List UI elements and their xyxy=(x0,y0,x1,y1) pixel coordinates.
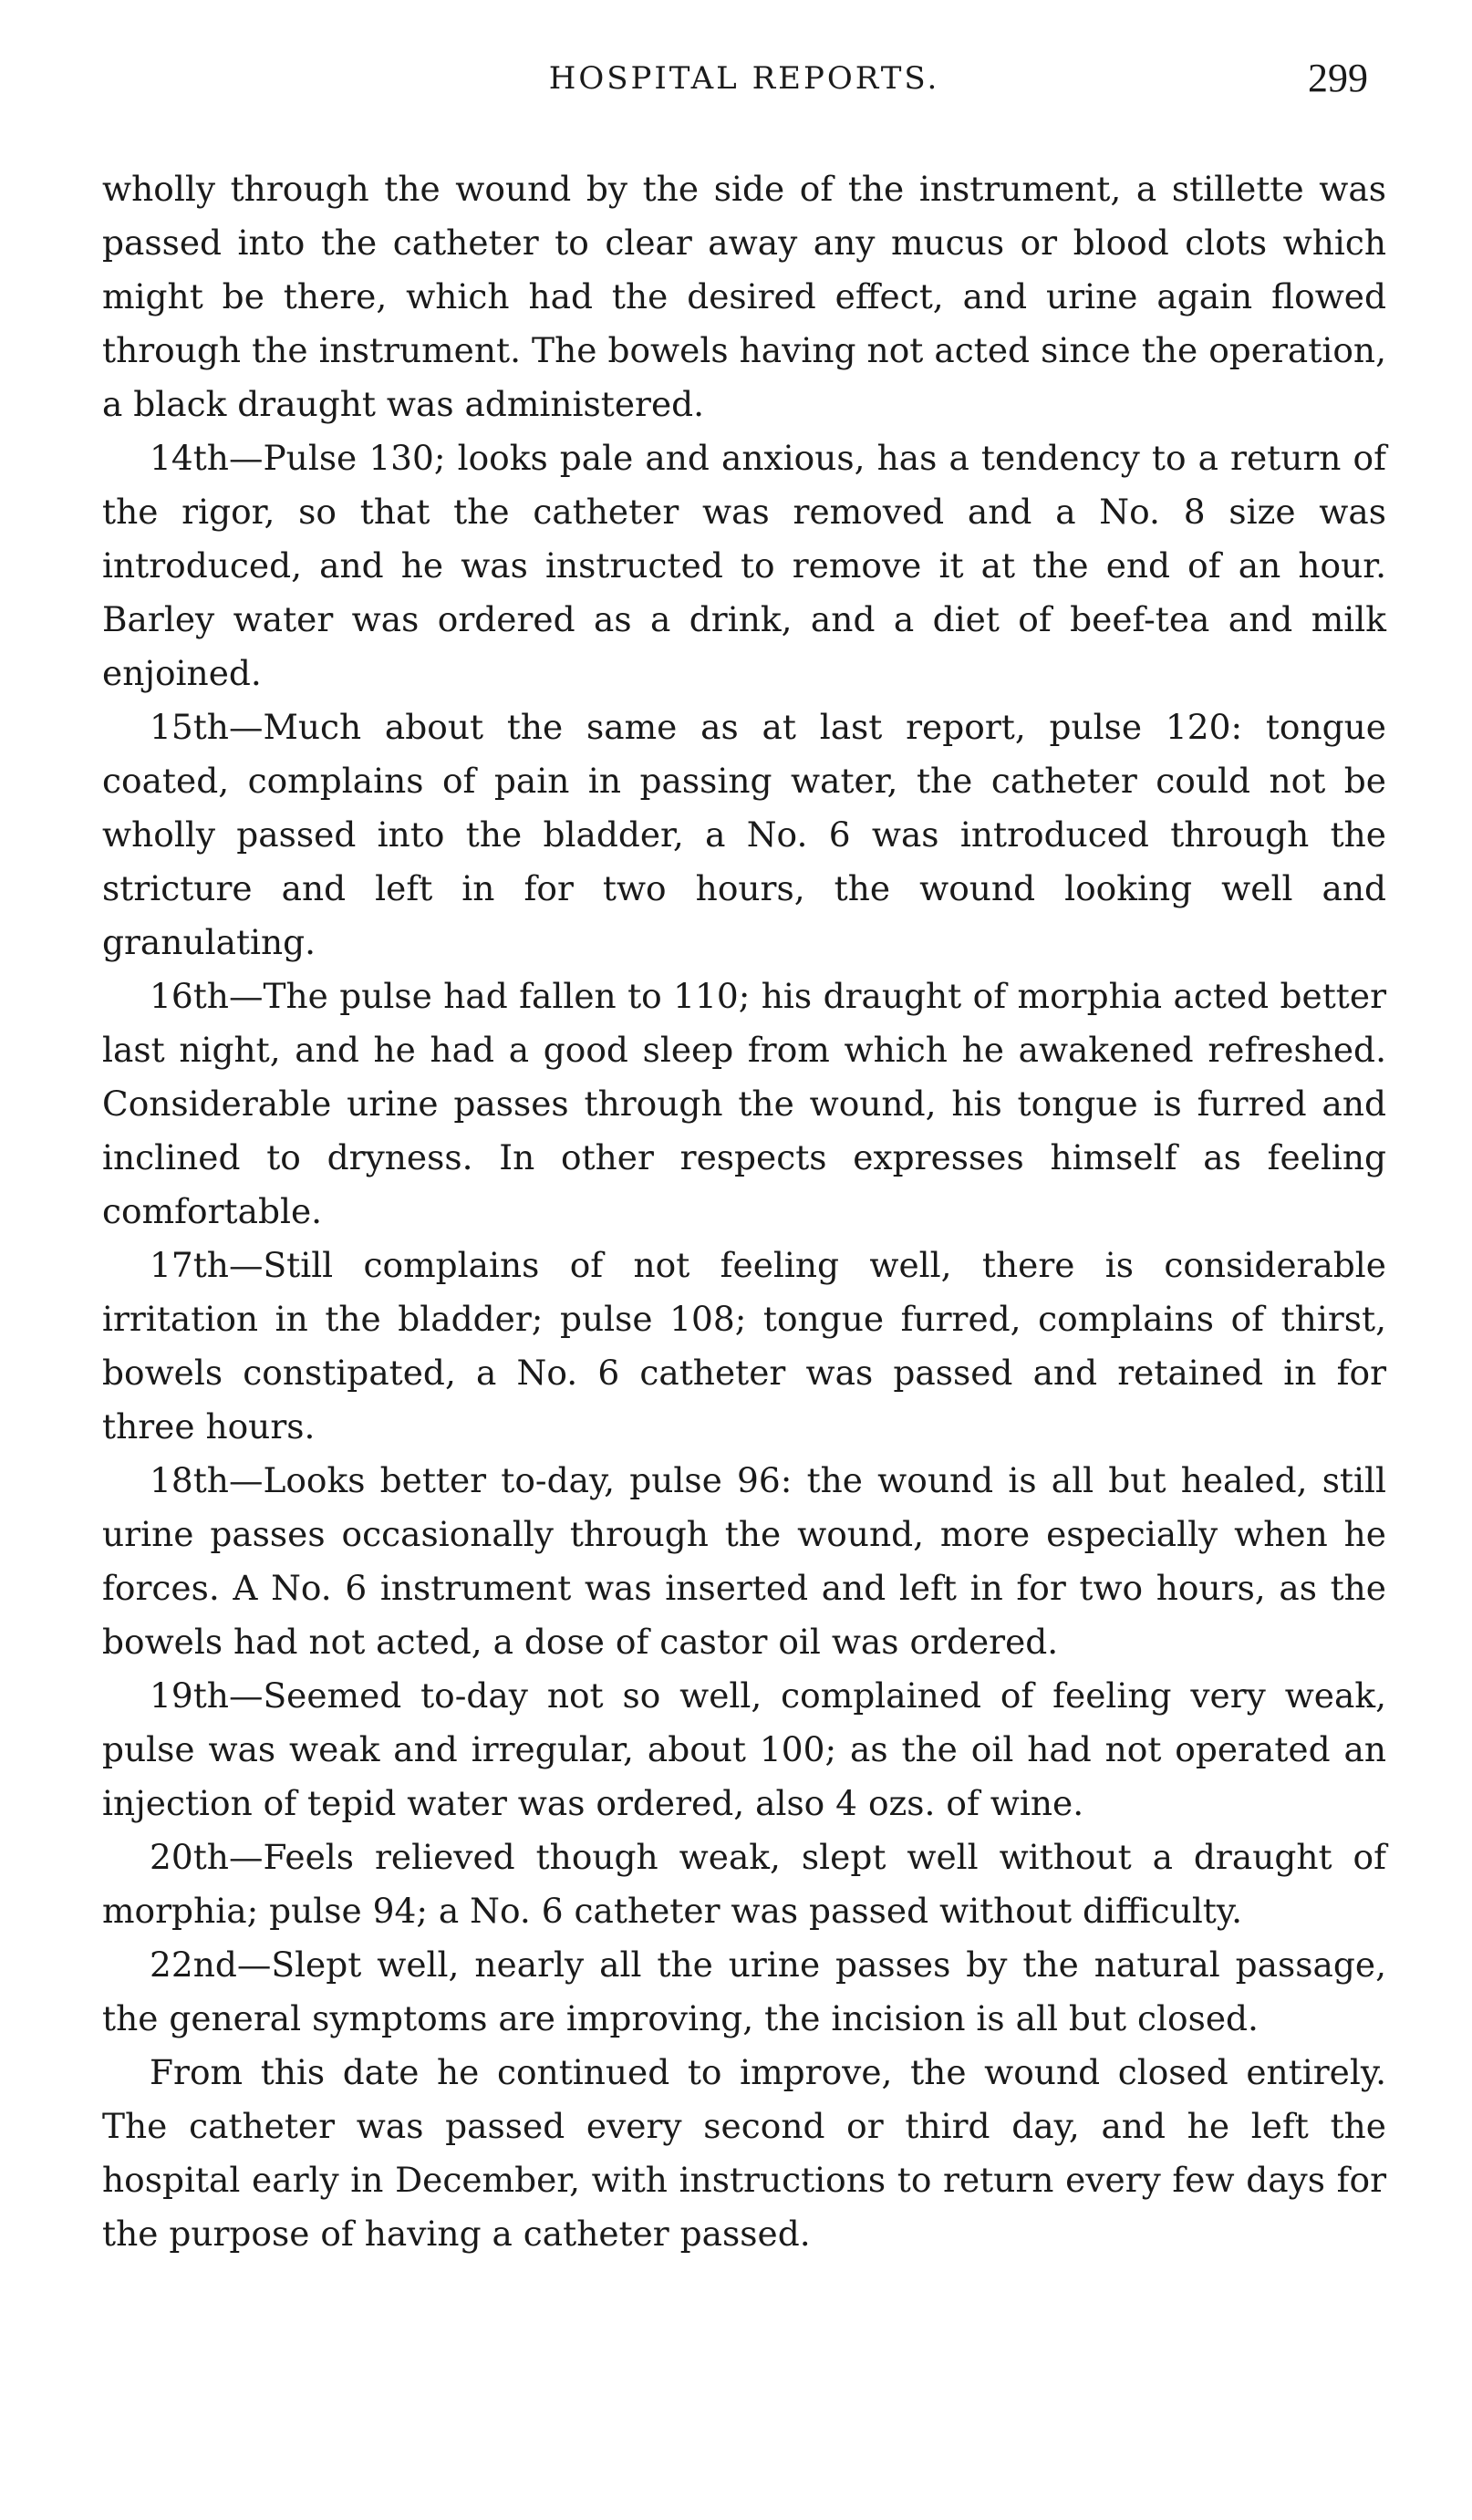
paragraph-15th: 15th—Much about the same as at last report, pulse 120: tongue coated, complains of pain in passing water, the catheter could not be wholly passed into the bladder, a No. 6 was introduced through the stricture and left in for two hours, the wound looking well and granulating. xyxy=(102,707,1386,962)
paragraph-continuation: wholly through the wound by the side of the instrument, a stillette was passed into the catheter to clear away any mucus or blood clots which might be there, which had the desired effect, and urine again flowed through the instrument. The bowels having not acted since the operation, a black draught was administered. xyxy=(102,169,1386,424)
page-header xyxy=(102,53,1386,117)
paragraph-20th: 20th—Feels relieved though weak, slept well without a draught of morphia; pulse 94; a No. 6 catheter was passed without difficulty. xyxy=(102,1837,1386,1931)
paragraph-18th: 18th—Looks better to-day, pulse 96: the wound is all but healed, still urine passes occasionally through the wound, more especially when he forces. A No. 6 instrument was inserted and left in for two hours, as the bowels had not acted, a dose of castor oil was ordered. xyxy=(102,1460,1386,1662)
paragraph-19th: 19th—Seemed to-day not so well, complained of feeling very weak, pulse was weak and irregular, about 100; as the oil had not operated an injection of tepid water was ordered, also 4 ozs. of wine. xyxy=(102,1675,1386,1823)
paragraph-17th: 17th—Still complains of not feeling well, there is considerable irritation in the bladder; pulse 108; tongue furred, complains of thirst, bowels constipated, a No. 6 catheter was passed and retained in for three hours. xyxy=(102,1245,1386,1447)
running-title: HOSPITAL REPORTS. xyxy=(548,60,940,97)
page-body xyxy=(102,162,1386,2261)
page-number: 299 xyxy=(1308,56,1368,100)
paragraph-22nd: 22nd—Slept well, nearly all the urine passes by the natural passage, the general symptoms are improving, the incision is all but closed. xyxy=(102,1944,1386,2038)
paragraph-16th: 16th—The pulse had fallen to 110; his draught of morphia acted better last night, and he had a good sleep from which he awakened refreshed. Considerable urine passes through the wound, his tongue is furred and inclined to dryness. In other respects expresses himself as feeling comfortable. xyxy=(102,976,1386,1231)
paragraph-14th: 14th—Pulse 130; looks pale and anxious, has a tendency to a return of the rigor, so that the catheter was removed and a No. 8 size was introduced, and he was instructed to remove it at the end of an hour. Barley water was ordered as a drink, and a diet of beef-tea and milk enjoined. xyxy=(102,438,1386,693)
paragraph-conclusion: From this date he continued to improve, the wound closed entirely. The catheter was passed every second or third day, and he left the hospital early in December, with instructions to return every few days for the purpose of having a catheter passed. xyxy=(102,2052,1386,2254)
